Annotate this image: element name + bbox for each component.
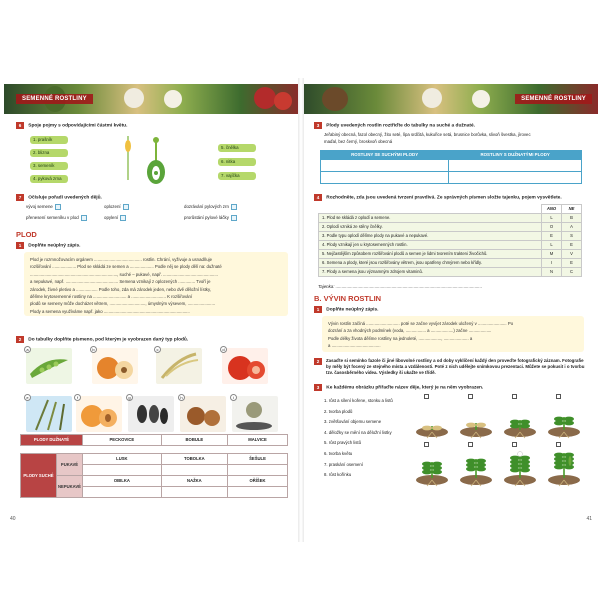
plant-stage-illustration <box>414 402 450 440</box>
photo-label: h <box>178 394 185 401</box>
table-cell[interactable]: OŘÍŠEK <box>228 476 288 487</box>
answer-letter[interactable]: I <box>542 259 562 268</box>
task-number: 4 <box>314 194 322 201</box>
column-header: NE <box>562 205 582 214</box>
table-row <box>21 435 288 446</box>
table-row <box>319 205 582 214</box>
task-title: Očísluje pořadí uvedených dějů. <box>28 195 102 201</box>
left-banner <box>4 84 300 114</box>
term-pill: 7. vajíčka <box>218 172 256 180</box>
term-pill: 6. nitka <box>218 158 256 166</box>
page-number: 41 <box>586 515 592 522</box>
answer-letter[interactable]: C <box>562 268 582 277</box>
banner-tag: SEMENNÉ ROSTLINY <box>515 94 592 104</box>
plant-stage-illustration <box>458 402 494 440</box>
fill-line: Plod je rozmnožovacím orgánem ........................................ rostlin. Chrání, vyživuje a usnadňuje <box>30 257 212 262</box>
flower-diagram <box>116 130 176 190</box>
grass-seed-photo <box>26 396 72 432</box>
task-title: Spoje pojmy s odpovídajícími částmi květu. <box>28 123 128 129</box>
table-cell[interactable]: ŠEŠULE <box>228 454 288 465</box>
table-row <box>321 172 582 184</box>
table-row <box>321 160 582 172</box>
photo-label: c <box>154 346 161 353</box>
flower-photo <box>164 90 182 108</box>
fill-line: dozrání a za vhodných podmínek (voda, ................. a ...................) začne ................... <box>328 328 492 334</box>
process-list <box>324 396 393 481</box>
answer-cell[interactable] <box>449 160 582 172</box>
statement: 2. Oplodí vzniká ze stěny čnělky. <box>319 223 542 232</box>
plant-stage-illustration <box>546 450 582 488</box>
table-row <box>319 250 582 259</box>
answer-letter[interactable]: E <box>562 259 582 268</box>
list-item: 5. růst pravých listů <box>324 440 362 446</box>
answer-letter[interactable]: V <box>562 250 582 259</box>
fill-line: dělíme krytosemenné rostliny na ............................ a ............................. K rozšiřování <box>30 294 193 300</box>
section-heading: B. VÝVIN ROSTLIN <box>314 294 382 303</box>
table-row <box>319 223 582 232</box>
table-cell[interactable]: TOBOLKA <box>161 454 227 465</box>
table-row <box>319 232 582 241</box>
fill-line: plodů se semeny může docházet větrem, .............................., úmyslným výsevem, ....................... <box>30 301 216 307</box>
task-4 <box>314 194 590 202</box>
task-title: Doplňte neúplný zápis. <box>326 307 379 313</box>
task-number: 7 <box>16 194 24 201</box>
statement: 6. Semena a plody, které jsou rozšiřovány větrem, jsou opatřeny chmýrem nebo křídly. <box>319 259 542 268</box>
answer-label: Tajenka: ........................................................................................................................ <box>318 284 483 289</box>
row-header: PLODY DUŽNATÉ <box>21 435 83 446</box>
order-item: přenesení semeníku v plod <box>26 215 89 221</box>
flower-photo <box>472 90 490 108</box>
flower-photo <box>422 88 442 108</box>
table-cell[interactable]: MALVICE <box>228 435 288 446</box>
photo-label: g <box>126 394 133 401</box>
right-page <box>302 78 598 542</box>
order-item: vývoj semene <box>26 204 63 210</box>
list-item: 6. tvorba květu <box>324 450 353 456</box>
column-header: ANO <box>542 205 562 214</box>
term-pill: 5. čnělka <box>218 144 256 152</box>
table-cell[interactable]: OBILKA <box>83 476 162 487</box>
row-header: PLODY SUCHÉ <box>21 454 57 498</box>
list-item: 7. praskání osemení <box>324 461 363 467</box>
book-gutter <box>298 78 304 542</box>
table-cell[interactable]: LUSK <box>83 454 162 465</box>
answer-letter[interactable]: E <box>562 241 582 250</box>
photo-label: f <box>74 394 81 401</box>
order-item: prorůstání pylové láčky <box>184 215 239 221</box>
sub-header: NEPUKAVÉ <box>57 476 83 498</box>
task-title: Doplňte neúplný zápis. <box>28 243 81 249</box>
stage-checkbox[interactable] <box>556 442 561 447</box>
task-number: 2 <box>314 358 322 365</box>
stage-checkbox[interactable] <box>468 394 473 399</box>
order-item: dozrávání pylových zrn <box>184 204 239 210</box>
column-header: ROSTLINY S DUŽNATÝMI PLODY <box>449 151 582 160</box>
photo-label: e <box>24 394 31 401</box>
banner-tag: SEMENNÉ ROSTLINY <box>16 94 93 104</box>
list-item: 1. růst a sílení kořene, stonku a listů <box>324 398 393 403</box>
fill-line: Vývin rostlin začíná ............................ poté se začne vyvíjet zárodek uložený v ........................ Po <box>328 321 514 326</box>
task-title: Ke každému obrázku přiřaďte název děje, který je na něm vyobrazen. <box>326 385 484 391</box>
fruit-type-table <box>20 434 288 498</box>
task-number: 3 <box>314 122 322 129</box>
plant-stage-illustration <box>546 402 582 440</box>
table-row <box>319 241 582 250</box>
photo-label: b <box>90 346 97 353</box>
page-number: 40 <box>10 515 16 522</box>
fill-line: rozšiřování .................... Plod se skládá ze semen a .................... Podle něj se plody dělí na: dužnaté <box>30 264 222 270</box>
plant-list: maďal, bez černý, broskvoň obecná <box>324 139 393 144</box>
grain-photo <box>156 348 202 384</box>
right-banner <box>302 84 598 114</box>
table-cell[interactable]: NAŽKA <box>161 476 227 487</box>
order-box[interactable] <box>55 204 61 210</box>
task-2 <box>16 336 292 344</box>
answer-cell[interactable] <box>321 172 449 184</box>
flower-photo <box>124 88 144 108</box>
fill-line: Podle délky života dělíme rostliny na jednoleté, ..................., ..................... a <box>328 335 473 341</box>
column-header: ROSTLINY SE SUCHÝMI PLODY <box>321 151 449 160</box>
list-item: 8. růst kořínku <box>324 472 352 478</box>
answer-letter[interactable]: A <box>562 223 582 232</box>
statement: 4. Plody vznikají jen u krytosemenných rostlin. <box>319 241 542 250</box>
answer-letter[interactable]: E <box>542 232 562 241</box>
task-7 <box>16 194 292 202</box>
table-row <box>319 259 582 268</box>
answer-cell[interactable] <box>321 160 449 172</box>
order-box[interactable] <box>123 204 129 210</box>
apricot-photo <box>76 396 122 432</box>
answer-letter[interactable]: L <box>542 214 562 223</box>
term-pill: 3. semeník <box>30 162 68 170</box>
fill-in-box <box>24 252 288 316</box>
order-box[interactable] <box>81 215 87 221</box>
task-number: 6 <box>16 122 24 129</box>
order-box[interactable] <box>120 215 126 221</box>
stage-checkbox[interactable] <box>424 442 429 447</box>
term-pill: 4. pyková zrna <box>30 175 68 183</box>
order-box[interactable] <box>231 204 237 210</box>
list-item: 2. tvorba plodů <box>324 408 353 414</box>
task-number: 2 <box>16 336 24 343</box>
plant-stage-illustration <box>414 450 450 488</box>
fruit-photo <box>274 92 292 110</box>
statement: 1. Plod se skládá z oplodí a semene. <box>319 214 542 223</box>
table-row <box>321 151 582 160</box>
term-pill: 2. blizna <box>30 149 68 157</box>
table-row <box>21 446 288 454</box>
list-item: 3. zvětšování objemu semene <box>324 419 382 425</box>
photo-label: i <box>230 394 237 401</box>
photo-label: a <box>24 346 31 353</box>
fill-in-box <box>322 316 584 352</box>
task-6 <box>16 122 292 130</box>
task-number: 1 <box>314 306 322 313</box>
task-1 <box>16 242 292 250</box>
answer-cell[interactable] <box>449 172 582 184</box>
fill-line: a nepukavé, např. ............................................ Semena vznikají z oplozených .............. Tvoří je <box>30 279 211 285</box>
fill-line: zárodek, živné pletivo a .................. Podle toho, zda má zárodek jeden, nebo dvě děložní lístky, <box>30 286 211 292</box>
statement: 5. Nejčastějším způsobem rozšiřování plodů a semen je lidmi tvorením trakteni živočichů. <box>319 250 542 259</box>
stage-checkbox[interactable] <box>468 442 473 447</box>
section-heading: PLOD <box>16 230 37 239</box>
stage-checkbox[interactable] <box>556 394 561 399</box>
stage-checkbox[interactable] <box>512 442 517 447</box>
answer-letter[interactable]: L <box>542 241 562 250</box>
table-row <box>21 476 288 487</box>
hazelnut-photo <box>180 396 226 432</box>
table-row <box>319 268 582 277</box>
statement: 7. Plody a semena jsou významným zdrojem vitaminů. <box>319 268 542 277</box>
sub-header: PUKAVÉ <box>57 454 83 476</box>
task-1 <box>314 306 590 314</box>
task-title: Do tabulky doplňte písmeno, pod kterým je vyobrazen daný typ plodů. <box>28 337 189 343</box>
sort-table <box>320 150 582 184</box>
table-row <box>21 454 288 465</box>
photo-label: d <box>220 346 227 353</box>
fruit-photo <box>254 87 276 109</box>
fill-line: Plody a semena využíváme např. jako ........................................................................ <box>30 308 190 314</box>
term-pill: 1. prašník <box>30 136 68 144</box>
answer-letter[interactable]: O <box>542 223 562 232</box>
order-item: opylení <box>104 215 128 221</box>
true-false-table <box>318 204 582 277</box>
pea-pod-photo <box>26 348 72 384</box>
task-text: Zasaďte si semínko fazole či jiné libovolné rostliny a od doby vyklíčení každý den proveďte fotografický záznam. Fotografie by měly být focený ze stejného místa a vzdálenosti. Poté z nich udělejte snímkovou prezentaci. Můžete se pokusit i o tvorbu tzv. časosběrného videa. Výsledky ši ukažte ve třídě. <box>326 358 585 375</box>
table-cell[interactable]: PECKOVICE <box>83 435 162 446</box>
plant-stage-illustration <box>502 450 538 488</box>
list-item: 4. děložky se mění na děložní listky <box>324 429 392 435</box>
answer-letter[interactable]: S <box>562 232 582 241</box>
plant-stage-illustration <box>502 402 538 440</box>
order-item: oplození <box>104 204 131 210</box>
stage-checkbox[interactable] <box>512 394 517 399</box>
task-3b <box>314 384 590 392</box>
plant-stage-illustration <box>458 450 494 488</box>
statement: 3. Podle typu oplodí dělíme plody na pukavé a nepukavé. <box>319 232 542 241</box>
order-box[interactable] <box>231 215 237 221</box>
answer-letter[interactable]: N <box>542 268 562 277</box>
task-number: 3 <box>314 384 322 391</box>
tomato-photo <box>222 348 268 384</box>
poppy-photo <box>232 396 278 432</box>
task-number: 1 <box>16 242 24 249</box>
task-title: Rozhodněte, zda jsou uvedená tvrzení pravdivá. Ze správných písmen složte tajenku, pojem vysvětlete. <box>326 195 562 201</box>
plant-list: Jeřabiný obecná, fazol obecný, žito seté, lípa srdčitá, kukuřice setá, brusnice borůvka, slivoň švestka, jírovec <box>324 132 531 137</box>
table-cell[interactable]: BOBULE <box>161 435 227 446</box>
sunflower-seed-photo <box>128 396 174 432</box>
left-page <box>4 78 300 542</box>
roots-photo <box>322 87 348 111</box>
stage-checkbox[interactable] <box>424 394 429 399</box>
task-title: Plody uvedených rostlin roztřiďte do tabulky na suché a dužnaté. <box>326 123 475 129</box>
fill-line: ........................................................................., suché – pukavé, např. .............................................. <box>30 271 218 277</box>
table-row <box>319 214 582 223</box>
answer-letter[interactable]: M <box>542 250 562 259</box>
fill-line: a ......................................... <box>328 343 381 349</box>
task-3 <box>314 122 590 130</box>
apple-photo <box>92 348 138 384</box>
answer-letter[interactable]: B <box>562 214 582 223</box>
